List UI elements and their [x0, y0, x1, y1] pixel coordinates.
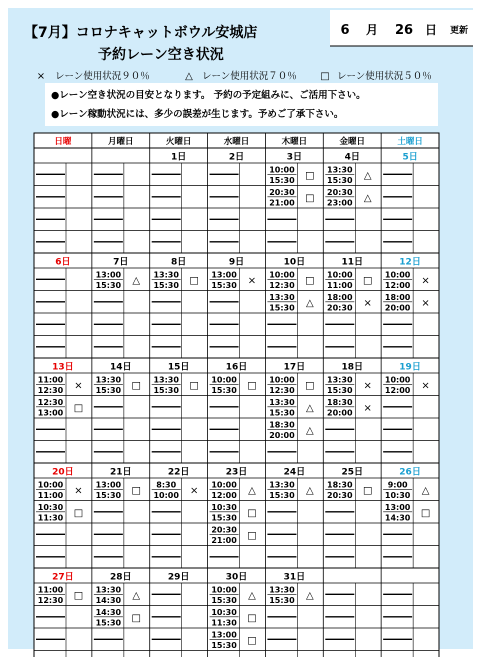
slot-availability-mark: □: [420, 508, 431, 519]
slot-availability-mark: ×: [363, 380, 372, 392]
day-number: 25日: [341, 467, 363, 478]
slot-start-time: 10:00: [269, 165, 295, 175]
slot-availability-mark: □: [189, 380, 199, 392]
legend-sq-mark: □: [320, 71, 330, 82]
slot-availability-mark: ×: [363, 298, 372, 309]
slot-end-time: 10:30: [384, 491, 411, 500]
slot-end-time: 15:30: [211, 386, 237, 395]
slot-end-time: 15:30: [327, 176, 353, 185]
slot-availability-mark: △: [248, 590, 256, 602]
slot-start-time: 10:00: [384, 270, 411, 280]
slot-availability-mark: △: [306, 485, 314, 497]
slot-start-time: 10:00: [211, 480, 237, 490]
day-number: 17日: [283, 362, 306, 373]
slot-start-time: 9:00: [387, 480, 408, 490]
slot-end-time: 15:30: [211, 641, 237, 650]
calendar-table: [34, 133, 439, 657]
slot-availability-mark: △: [306, 590, 314, 602]
slot-end-time: 12:00: [384, 386, 411, 395]
slot-availability-mark: □: [247, 380, 257, 392]
day-number: 26日: [399, 467, 421, 478]
slot-availability-mark: △: [132, 275, 141, 287]
slot-end-time: 15:30: [153, 281, 179, 290]
day-number: 6日: [55, 257, 71, 268]
slot-start-time: 13:30: [95, 375, 122, 385]
day-number: 21日: [110, 467, 132, 478]
day-number: 24日: [283, 467, 306, 478]
slot-start-time: 20:30: [327, 188, 353, 197]
weekday-header: 火曜日: [165, 137, 192, 147]
slot-start-time: 20:30: [211, 525, 237, 535]
slot-start-time: 10:00: [269, 375, 295, 385]
day-number: 9日: [228, 257, 245, 268]
slot-start-time: 10:30: [211, 503, 237, 512]
slot-end-time: 20:00: [384, 303, 411, 313]
update-day-unit: 日: [424, 23, 438, 37]
slot-end-time: 15:30: [269, 491, 295, 500]
slot-end-time: 20:30: [327, 491, 353, 500]
weekday-header: 金曜日: [339, 137, 365, 147]
legend-full-text: レーン使用状況９０％: [55, 71, 150, 82]
slot-end-time: 12:30: [269, 281, 295, 290]
slot-end-time: 12:30: [269, 386, 295, 395]
slot-availability-mark: △: [363, 170, 372, 182]
day-number: 7日: [113, 257, 129, 268]
slot-end-time: 15:30: [211, 513, 237, 523]
weekday-header: 水曜日: [223, 137, 250, 147]
slot-availability-mark: □: [362, 485, 373, 497]
slot-availability-mark: □: [305, 275, 315, 287]
slot-availability-mark: □: [305, 380, 315, 392]
day-number: 14日: [110, 362, 132, 373]
update-day: 26: [394, 23, 414, 38]
slot-end-time: 15:30: [95, 491, 122, 500]
slot-start-time: 10:00: [211, 375, 237, 385]
note-line-1: ●レーン空き状況の目安となります。 予約の予定組みに、ご活用下さい。: [51, 90, 366, 101]
weekday-header: 月曜日: [108, 137, 134, 147]
slot-start-time: 13:30: [327, 165, 353, 175]
slot-end-time: 15:30: [269, 408, 295, 418]
slot-start-time: 10:00: [211, 585, 237, 595]
slot-start-time: 18:30: [327, 480, 353, 490]
slot-end-time: 10:00: [153, 491, 179, 500]
slot-end-time: 13:00: [37, 408, 64, 418]
slot-availability-mark: □: [247, 508, 257, 519]
day-number: 20日: [52, 467, 74, 478]
slot-start-time: 8:30: [156, 480, 177, 490]
day-number: 5日: [402, 152, 418, 163]
slot-availability-mark: □: [189, 275, 199, 287]
day-number: 15日: [167, 362, 190, 373]
slot-availability-mark: □: [247, 530, 257, 542]
slot-start-time: 13:00: [384, 503, 411, 512]
legend-tri-mark: △: [185, 71, 193, 82]
slot-availability-mark: ×: [74, 485, 83, 497]
update-label: 更新: [449, 26, 469, 36]
update-month: 6: [340, 23, 350, 38]
day-number: 30日: [225, 572, 248, 583]
slot-availability-mark: △: [306, 403, 314, 414]
slot-start-time: 11:00: [37, 375, 64, 385]
slot-start-time: 13:30: [269, 585, 295, 595]
slot-availability-mark: □: [131, 613, 142, 624]
slot-start-time: 13:00: [211, 270, 237, 280]
slot-start-time: 20:30: [269, 188, 295, 197]
day-number: 22日: [167, 467, 190, 478]
slot-end-time: 14:30: [95, 596, 122, 605]
slot-end-time: 15:30: [95, 281, 122, 290]
day-number: 16日: [225, 362, 248, 373]
weekday-header: 日曜: [54, 137, 72, 147]
slot-end-time: 15:30: [269, 303, 295, 313]
day-number: 12日: [399, 257, 421, 268]
slot-availability-mark: △: [363, 193, 372, 204]
day-number: 10日: [283, 257, 306, 268]
slot-availability-mark: □: [362, 275, 373, 287]
slot-availability-mark: □: [131, 485, 142, 497]
day-number: 29日: [167, 572, 190, 583]
day-number: 23日: [225, 467, 248, 478]
weekday-header: 土曜日: [397, 137, 423, 147]
slot-availability-mark: □: [305, 170, 315, 182]
slot-end-time: 20:00: [269, 431, 295, 440]
slot-availability-mark: □: [73, 403, 84, 414]
slot-end-time: 12:00: [211, 491, 237, 500]
slot-start-time: 18:30: [269, 420, 295, 430]
slot-availability-mark: ×: [421, 275, 430, 287]
day-number: 8日: [171, 257, 187, 268]
slot-availability-mark: ×: [189, 485, 199, 497]
slot-end-time: 15:30: [327, 386, 353, 395]
slot-start-time: 18:00: [327, 293, 353, 302]
slot-availability-mark: ×: [421, 380, 430, 392]
slot-end-time: 12:00: [384, 281, 411, 290]
slot-availability-mark: ×: [247, 275, 257, 287]
day-number: 18日: [341, 362, 363, 373]
slot-end-time: 15:30: [211, 281, 237, 290]
slot-availability-mark: □: [247, 613, 257, 624]
legend-tri-text: レーン使用状況７０％: [202, 71, 297, 82]
slot-start-time: 13:30: [153, 270, 179, 280]
slot-availability-mark: □: [247, 635, 257, 647]
slot-availability-mark: □: [131, 380, 142, 392]
update-month-unit: 月: [365, 23, 379, 37]
day-number: 11日: [341, 257, 363, 268]
slot-end-time: 21:00: [211, 536, 237, 545]
slot-availability-mark: □: [305, 193, 315, 204]
page-title: 【7月】コロナキャットボウル安城店: [24, 25, 258, 41]
slot-availability-mark: △: [421, 485, 430, 497]
slot-start-time: 13:30: [269, 293, 295, 302]
day-number: 2日: [228, 152, 245, 163]
slot-start-time: 14:30: [95, 608, 122, 617]
slot-start-time: 13:30: [95, 585, 122, 595]
day-number: 13日: [52, 362, 74, 373]
weekday-header: 木曜日: [281, 137, 308, 147]
slot-end-time: 11:00: [37, 491, 64, 500]
slot-end-time: 20:00: [327, 408, 353, 418]
legend-full-mark: ×: [36, 71, 46, 82]
slot-end-time: 15:30: [269, 596, 295, 605]
slot-end-time: 20:30: [327, 303, 353, 313]
slot-start-time: 13:00: [95, 480, 122, 490]
slot-start-time: 13:30: [269, 480, 295, 490]
slot-end-time: 11:00: [327, 281, 353, 290]
slot-start-time: 10:00: [327, 270, 353, 280]
slot-end-time: 12:30: [37, 386, 64, 395]
slot-start-time: 13:30: [327, 375, 353, 385]
page-subtitle: 予約レーン空き状況: [98, 47, 224, 63]
slot-availability-mark: □: [73, 508, 84, 519]
slot-start-time: 10:00: [269, 270, 295, 280]
day-number: 19日: [399, 362, 421, 373]
slot-end-time: 21:00: [269, 198, 295, 208]
slot-end-time: 11:30: [37, 513, 64, 523]
day-number: 1日: [171, 152, 187, 163]
slot-start-time: 10:00: [384, 375, 411, 385]
slot-start-time: 12:30: [37, 398, 64, 407]
slot-end-time: 15:30: [269, 176, 295, 185]
slot-availability-mark: △: [306, 298, 314, 309]
slot-start-time: 13:00: [95, 270, 122, 280]
day-number: 27日: [52, 572, 74, 583]
slot-availability-mark: ×: [363, 403, 372, 414]
slot-availability-mark: △: [132, 590, 141, 602]
day-number: 4日: [344, 152, 360, 163]
slot-end-time: 15:30: [95, 618, 122, 628]
slot-start-time: 10:30: [211, 608, 237, 617]
slot-start-time: 13:30: [153, 375, 179, 385]
slot-end-time: 15:30: [95, 386, 122, 395]
slot-availability-mark: △: [306, 425, 314, 437]
slot-end-time: 11:30: [211, 618, 237, 628]
slot-start-time: 13:30: [269, 398, 295, 407]
slot-end-time: 14:30: [384, 513, 411, 523]
day-number: 28日: [110, 572, 132, 583]
slot-availability-mark: ×: [74, 380, 83, 392]
slot-availability-mark: △: [248, 485, 256, 497]
slot-start-time: 18:00: [384, 293, 411, 302]
legend-sq-text: レーン使用状況５０％: [337, 71, 432, 82]
slot-availability-mark: □: [73, 590, 84, 602]
slot-start-time: 13:00: [211, 630, 237, 640]
day-number: 3日: [286, 152, 302, 163]
slot-start-time: 10:00: [37, 480, 64, 490]
slot-start-time: 11:00: [37, 585, 64, 595]
slot-end-time: 23:00: [327, 198, 353, 208]
note-line-2: ●レーン稼動状況には、多少の誤差が生じます。予めご了承下さい。: [51, 109, 344, 120]
day-number: 31日: [283, 572, 306, 583]
slot-availability-mark: ×: [421, 298, 430, 309]
slot-end-time: 15:30: [153, 386, 179, 395]
slot-end-time: 15:30: [211, 596, 237, 605]
slot-end-time: 12:30: [37, 596, 64, 605]
slot-start-time: 18:30: [327, 398, 353, 407]
slot-start-time: 10:30: [37, 503, 64, 512]
